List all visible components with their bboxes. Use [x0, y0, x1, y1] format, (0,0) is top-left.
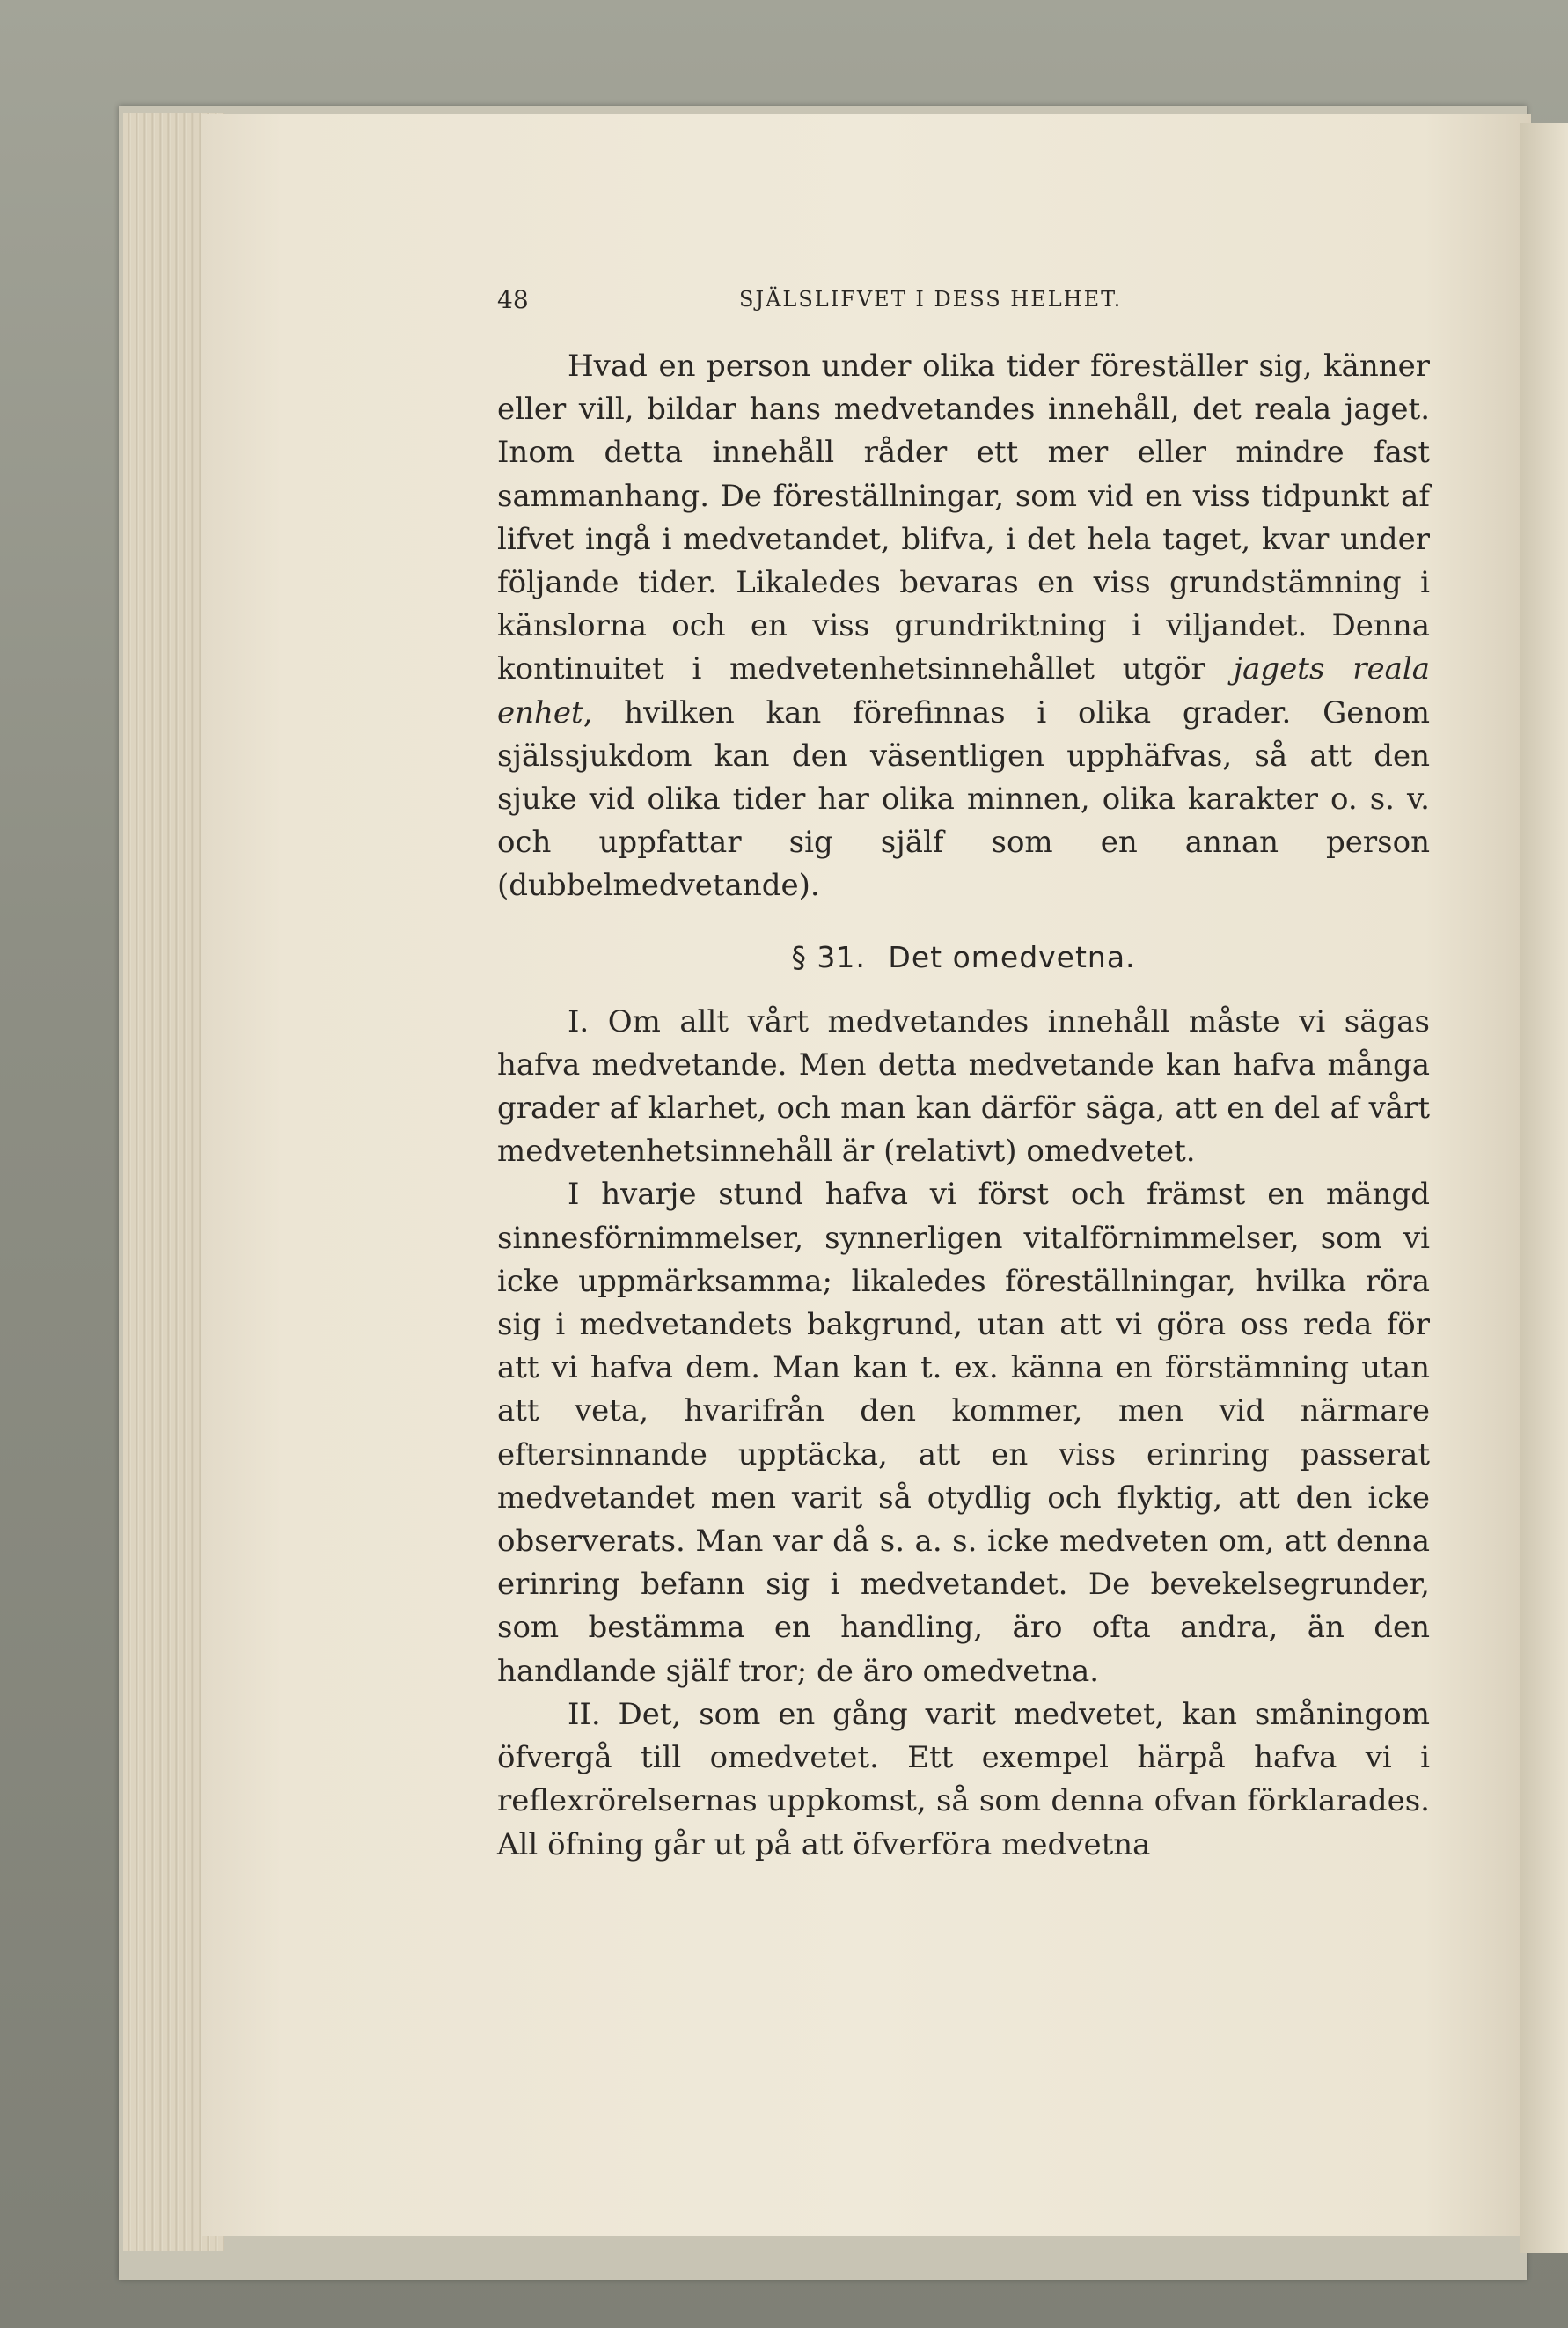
- page-number: 48: [497, 285, 529, 314]
- paragraph-2: I. Om allt vårt medvetandes innehåll måste vi sägas hafva medvetande. Men detta medvetande kan hafva många grader af klarhet, och man kan därför säga, att en del af vårt medvetenhetsinnehåll är (relativt) omedvetet.: [497, 1003, 1430, 1170]
- facing-page-edge: [1520, 123, 1568, 2253]
- section-heading: [497, 940, 1430, 974]
- running-title: SJÄLSLIFVET I DESS HELHET.: [739, 287, 1123, 312]
- paragraph-1-text-b: , hvilken kan förefinnas i olika grader. Genom själssjukdom kan den väsentligen upphäfvas, så att den sjuke vid olika tider har olika minnen, olika karakter o. s. v. och uppfattar sig själf som en annan person (dubbelmedvetande).: [497, 694, 1430, 904]
- section-title: Det omedvetna.: [888, 939, 1136, 974]
- paragraph-4: II. Det, som en gång varit medvetet, kan småningom öfvergå till omedvetet. Ett exempel härpå hafva vi i reflexrörelsernas uppkomst, så som denna ofvan förklarades. All öfning går ut på att öfverföra medvetna: [497, 1696, 1430, 1862]
- emphasis-text: jagets reala enhet: [497, 651, 1430, 731]
- section-number: § 31.: [791, 939, 866, 974]
- paragraph-3: I hvarje stund hafva vi först och främst en mängd sinnesförnimmelser, synnerligen vitalförnimmelser, som vi icke uppmärksamma; likaledes föreställningar, hvilka röra sig i medvetandets bakgrund, utan att vi göra oss reda för att vi hafva dem. Man kan t. ex. känna en förstämning utan att veta, hvarifrån den kommer, men vid närmare eftersinnande upptäcka, att en viss erinring passerat medvetandet men varit så otydlig och flyktig, att den icke observerats. Man var då s. a. s. icke medveten om, att denna erinring befann sig i medvetandet. De bevekelsegrunder, som bestämma en handling, äro ofta andra, än den handlande själf tror; de äro omedvetna.: [497, 1177, 1430, 1689]
- paragraph-1: [497, 345, 1430, 908]
- page-text: [497, 273, 1430, 1867]
- running-head: [497, 273, 1430, 326]
- paragraph-1-text-a: Hvad en person under olika tider föreställer sig, känner eller vill, bildar hans medvetandes innehåll, det reala jaget. Inom detta innehåll råder ett mer eller mindre fast sammanhang. De föreställningar, som vid en viss tidpunkt af lifvet ingå i medvetandet, blifva, i det hela taget, kvar under följande tider. Likaledes bevaras en viss grundstämning i känslorna och en viss grundriktning i viljandet. Denna kontinuitet i medvetenhetsinnehållet utgör: [497, 349, 1430, 687]
